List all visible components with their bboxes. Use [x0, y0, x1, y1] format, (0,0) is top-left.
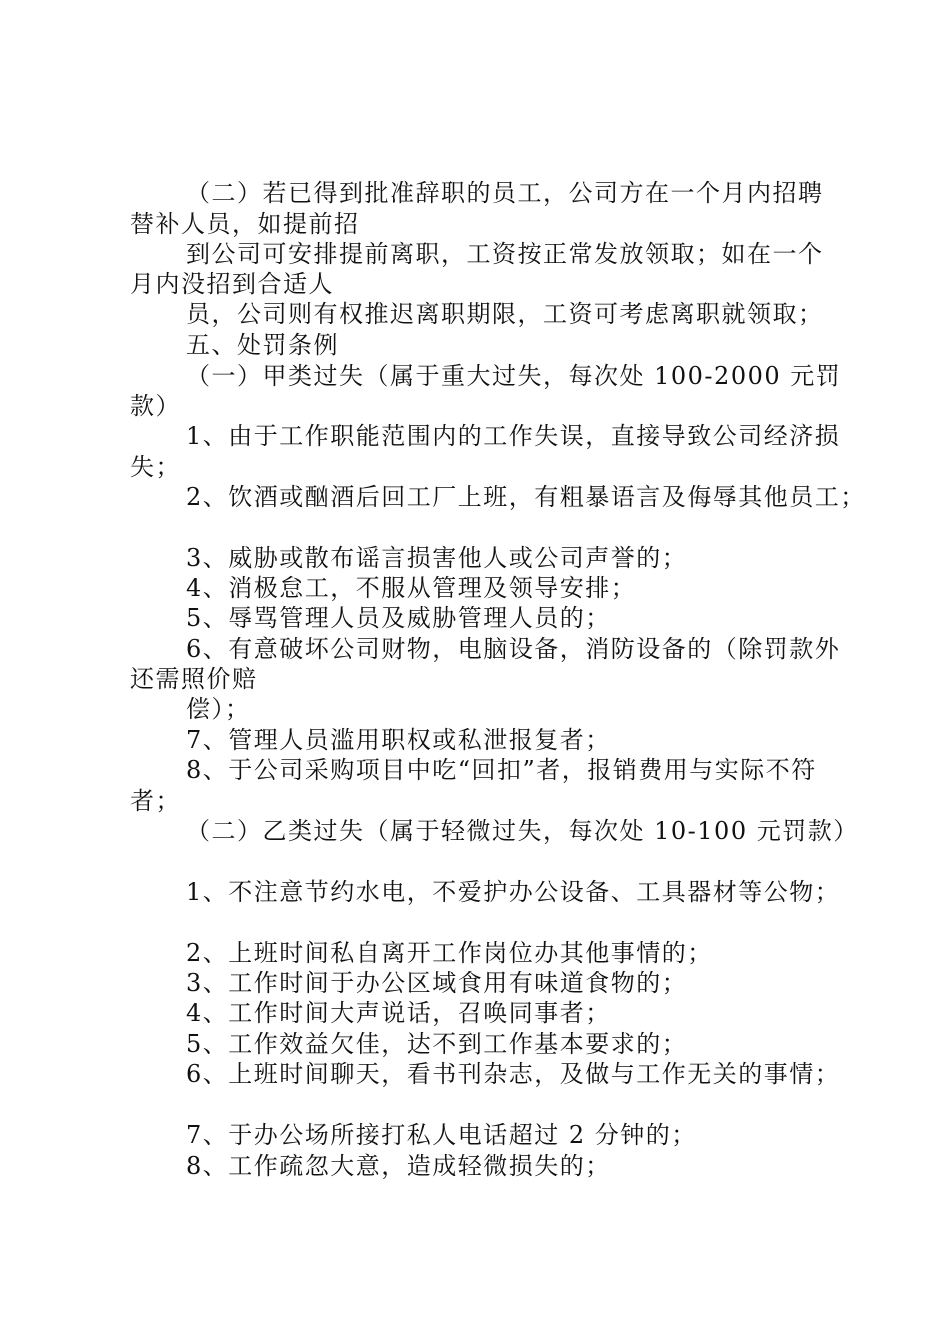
- list-item: 7、于办公场所接打私人电话超过 2 分钟的；: [186, 1121, 697, 1149]
- list-item: 3、威胁或散布谣言损害他人或公司声誉的；: [186, 544, 688, 572]
- list-item: 1、由于工作职能范围内的工作失误，直接导致公司经济损: [186, 422, 841, 450]
- list-item: 4、工作时间大声说话，召唤同事者；: [186, 999, 611, 1027]
- text-line: （二）若已得到批准辞职的员工，公司方在一个月内招聘: [186, 179, 824, 207]
- list-item: 8、于公司采购项目中吃“回扣”者，报销费用与实际不符: [186, 756, 817, 784]
- list-item: 6、有意破坏公司财物，电脑设备，消防设备的（除罚款外: [186, 635, 841, 663]
- text-line: 员，公司则有权推迟离职期限，工资可考虑离职就领取；: [186, 300, 824, 328]
- text-line: 还需照价赔: [130, 665, 258, 693]
- list-item: 8、工作疏忽大意，造成轻微损失的；: [186, 1152, 611, 1180]
- text-line: 者；: [130, 787, 181, 815]
- section-heading: 五、处罚条例: [186, 331, 339, 359]
- list-item: 5、辱骂管理人员及威胁管理人员的；: [186, 604, 611, 632]
- list-item: 2、饮酒或酗酒后回工厂上班，有粗暴语言及侮辱其他员工；: [186, 483, 866, 511]
- text-line: 替补人员，如提前招: [130, 210, 360, 238]
- subsection-heading: （二）乙类过失（属于轻微过失，每次处 10-100 元罚款）: [186, 817, 859, 845]
- list-item: 7、管理人员滥用职权或私泄报复者；: [186, 726, 611, 754]
- list-item: 2、上班时间私自离开工作岗位办其他事情的；: [186, 939, 713, 967]
- text-line: 失；: [130, 453, 181, 481]
- list-item: 6、上班时间聊天，看书刊杂志，及做与工作无关的事情；: [186, 1060, 841, 1088]
- text-line: 偿）；: [186, 695, 251, 723]
- list-item: 3、工作时间于办公区域食用有味道食物的；: [186, 969, 688, 997]
- list-item: 1、不注意节约水电，不爱护办公设备、工具器材等公物；: [186, 878, 841, 906]
- text-line: 到公司可安排提前离职，工资按正常发放领取；如在一个: [186, 240, 824, 268]
- list-item: 5、工作效益欠佳，达不到工作基本要求的；: [186, 1030, 688, 1058]
- list-item: 4、消极怠工，不服从管理及领导安排；: [186, 574, 637, 602]
- subsection-heading: （一）甲类过失（属于重大过失，每次处 100-2000 元罚: [186, 362, 842, 390]
- text-line: 款）: [130, 392, 181, 420]
- text-line: 月内没招到合适人: [130, 270, 334, 298]
